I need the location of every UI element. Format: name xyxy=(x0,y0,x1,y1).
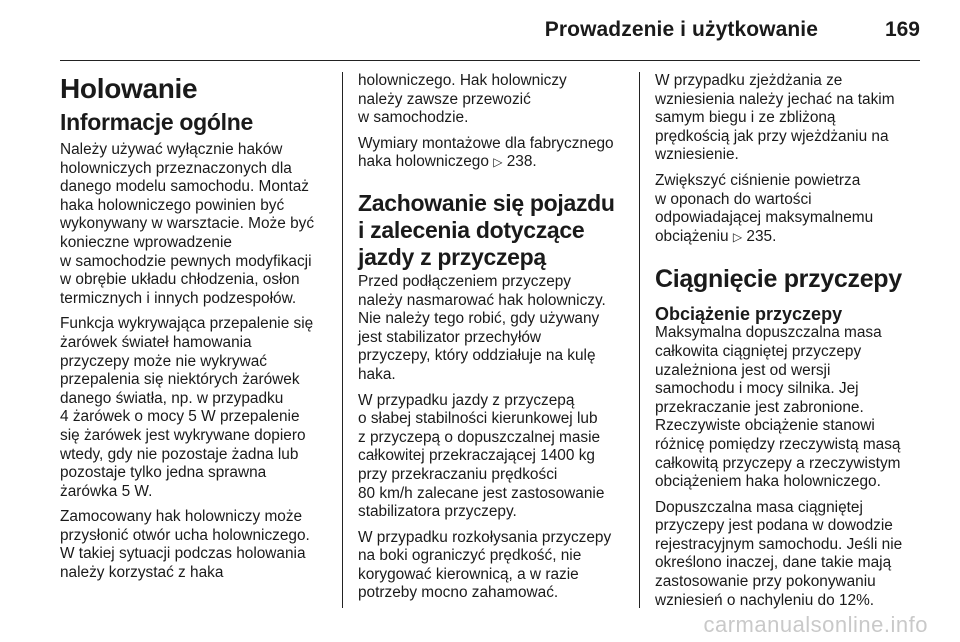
paragraph-with-ref xyxy=(358,135,628,172)
column-1 xyxy=(60,72,335,590)
column-divider xyxy=(639,72,640,608)
paragraph-with-ref xyxy=(655,172,925,246)
paragraph-text: Zwiększyć ciśnienie powietrza w oponach do wartości odpowiadającej maksymalnemu obciążeniu xyxy=(655,171,874,245)
header-title: Prowadzenie i użytkowanie xyxy=(544,18,818,41)
page-ref-arrow-icon: ▷ xyxy=(732,229,743,244)
paragraph-text: Wymiary montażowe dla fabrycznego haka holowniczego xyxy=(358,134,614,171)
column-3 xyxy=(655,72,925,617)
watermark: carmanualsonline.info xyxy=(703,612,928,637)
page-ref-link[interactable]: 235. xyxy=(746,227,777,245)
paragraph: W przypadku jazdy z przyczepą o słabej stabilności kierunkowej lub z przyczepą o dopuszczalnej masie całkowitej przekraczającej 1400 kg przy przekraczaniu prędkości 80 km/h zalecane jest zastosowanie stabilizatora przyczepy. xyxy=(358,391,605,521)
paragraph: Dopuszczalna masa ciągniętej przyczepy jest podana w dowodzie rejestracyjnym samochodu. Jeśli nie określono inaczej, dane takie mają zastosowanie przy pokonywaniu wzniesień o nachyleniu do 12%. xyxy=(655,498,903,609)
paragraph: Funkcja wykrywająca przepalenie się żarówek świateł hamowania przyczepy może nie wykrywać przepalenia się niektórych żarówek danego światła, np. w przypadku 4 żarówek o mocy 5 W przepalenie się żarówek jest wykrywane dopiero wtedy, gdy nie pozostaje żadna lub pozostaje tylko jedna sprawna żarówka 5 W. xyxy=(60,315,314,500)
page-ref-arrow-icon: ▷ xyxy=(493,155,503,170)
subheading-trailer-load: Obciążenie przyczepy xyxy=(655,304,843,325)
page-ref-link[interactable]: 238. xyxy=(506,153,537,171)
subheading-general-info: Informacje ogólne xyxy=(60,109,253,135)
paragraph: holowniczego. Hak holowniczy należy zawsze przewozić w samochodzie. xyxy=(358,72,567,127)
section-heading-trailer-towing: Ciągnięcie przyczepy xyxy=(655,265,902,294)
column-divider xyxy=(342,72,343,608)
paragraph: W przypadku zjeżdżania ze wzniesienia należy jechać na takim samym biegu i ze zbliżoną prędkością jak przy wjeżdżaniu na wzniesienie. xyxy=(655,72,895,164)
section-heading-towing: Holowanie xyxy=(60,73,198,104)
paragraph: Przed podłączeniem przyczepy należy nasmarować hak holowniczy. Nie należy tego robić, gdy używany jest stabilizator przechyłów przyczepy, który oddziałuje na kulę haka. xyxy=(358,272,606,383)
page-number: 169 xyxy=(884,18,920,41)
column-2 xyxy=(358,72,628,610)
paragraph: Zamocowany hak holowniczy może przysłonić otwór ucha holowniczego. W takiej sytuacji podczas holowania należy korzystać z haka xyxy=(60,508,310,582)
paragraph: Maksymalna dopuszczalna masa całkowita ciągniętej przyczepy uzależniona jest od wersji samochodu i mocy silnika. Jej przekraczanie jest zabronione. Rzeczywiste obciążenie stanowi różnicę pomiędzy rzeczywistą masą całkowitą przyczepy a rzeczywistym obciążeniem haka holowniczego. xyxy=(655,324,901,491)
header-rule xyxy=(60,60,920,61)
page-header xyxy=(0,0,960,62)
paragraph: W przypadku rozkołysania przyczepy na boki ograniczyć prędkość, nie korygować kierownicą, a w razie potrzeby mocno zahamować. xyxy=(358,528,612,602)
section-heading-vehicle-behavior: Zachowanie się pojazdu i zalecenia dotyczące jazdy z przyczepą xyxy=(358,189,615,270)
paragraph: Należy używać wyłącznie haków holowniczych przeznaczonych dla danego modelu samochodu. Montaż haka holowniczego powinien być wykonywany w warsztacie. Może być konieczne wprowadzenie w samochodzie pewnych modyfikacji w obrębie układu chłodzenia, osłon termicznych i innych podzespołów. xyxy=(60,141,315,307)
